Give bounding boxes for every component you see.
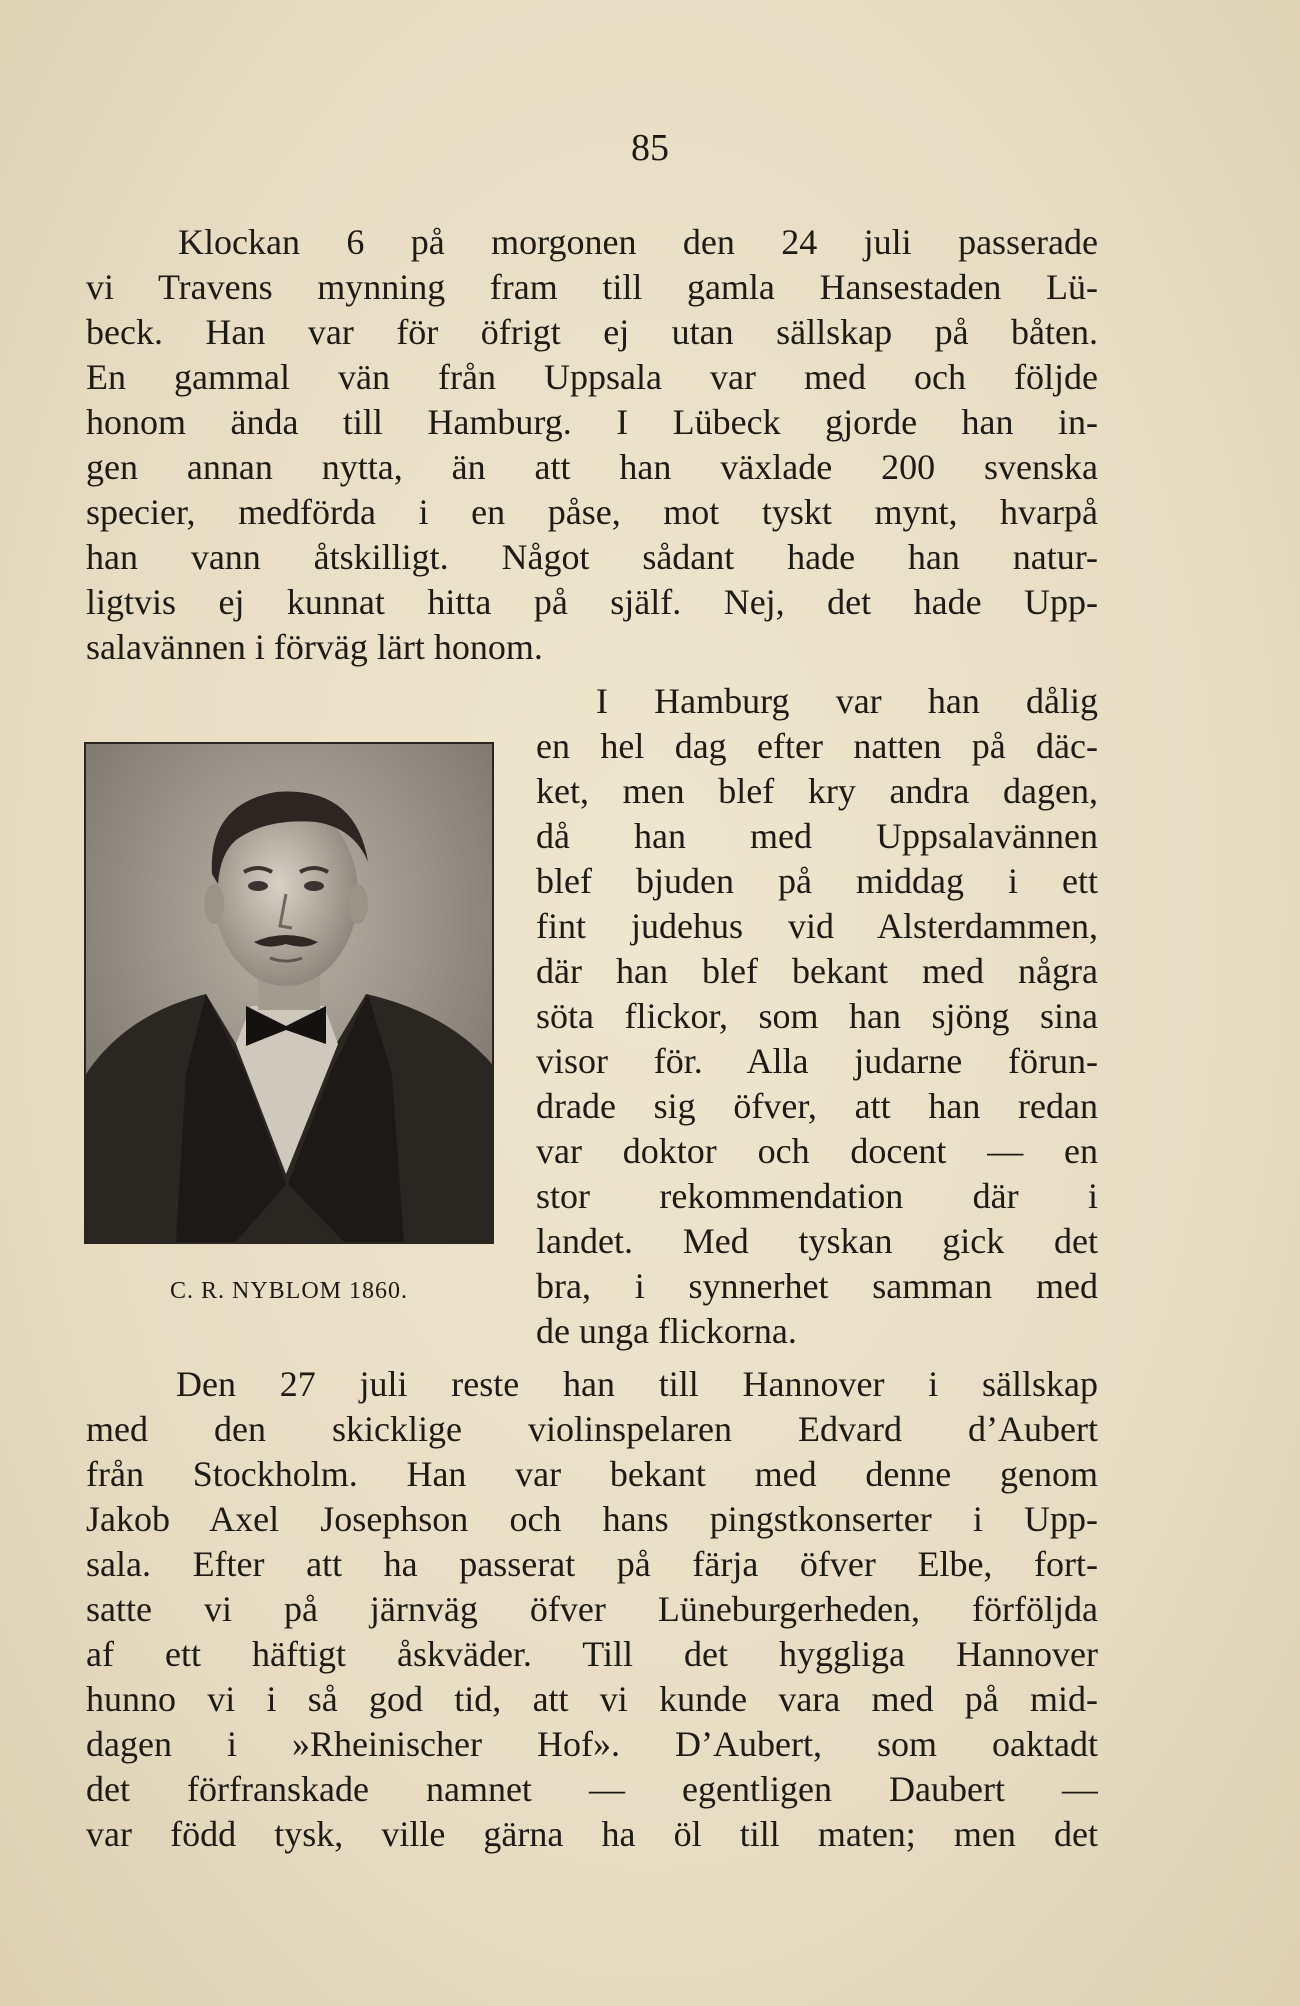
text-line: ligtvis ej kunnat hitta på själf. Nej, det hade Upp- <box>86 582 1098 622</box>
text-line: då han med Uppsalavännen <box>536 816 1098 856</box>
text-line: hunno vi i så god tid, att vi kunde vara med på mid- <box>86 1679 1098 1719</box>
text-line: ket, men blef kry andra dagen, <box>536 771 1098 811</box>
text-line: dagen i »Rheinischer Hof». D’Aubert, som oaktadt <box>86 1724 1098 1764</box>
portrait-photo <box>84 742 494 1244</box>
text-line: var doktor och docent — en <box>536 1131 1098 1171</box>
text-line: vi Travens mynning fram till gamla Hansestaden Lü- <box>86 267 1098 307</box>
paragraph-hannover <box>86 1362 1098 1857</box>
page-number: 85 <box>631 127 669 169</box>
text-line: bra, i synnerhet samman med <box>536 1266 1098 1306</box>
text-line: gen annan nytta, än att han växlade 200 svenska <box>86 447 1098 487</box>
text-line: söta flickor, som han sjöng sina <box>536 996 1098 1036</box>
text-line: där han blef bekant med några <box>536 951 1098 991</box>
text-line: Jakob Axel Josephson och hans pingstkonserter i Upp- <box>86 1499 1098 1539</box>
paragraph-hamburg <box>536 679 1098 1354</box>
portrait-caption: C. R. NYBLOM 1860. <box>169 1278 409 1304</box>
text-line: med den skicklige violinspelaren Edvard d’Aubert <box>86 1409 1098 1449</box>
text-line: blef bjuden på middag i ett <box>536 861 1098 901</box>
text-line: af ett häftigt åskväder. Till det hyggliga Hannover <box>86 1634 1098 1674</box>
text-line: salavännen i förväg lärt honom. <box>86 627 543 667</box>
text-line: de unga flickorna. <box>536 1311 797 1351</box>
text-line: visor för. Alla judarne förun- <box>536 1041 1098 1081</box>
text-line: honom ända till Hamburg. I Lübeck gjorde han in- <box>86 402 1098 442</box>
text-line: En gammal vän från Uppsala var med och följde <box>86 357 1098 397</box>
text-line: sala. Efter att ha passerat på färja öfver Elbe, fort- <box>86 1544 1098 1584</box>
text-line: I Hamburg var han dålig <box>596 681 1098 721</box>
text-line: en hel dag efter natten på däc- <box>536 726 1098 766</box>
text-line: specier, medförda i en påse, mot tyskt mynt, hvarpå <box>86 492 1098 532</box>
text-line: han vann åtskilligt. Något sådant hade han natur- <box>86 537 1098 577</box>
text-line: stor rekommendation där i <box>536 1176 1098 1216</box>
text-line: var född tysk, ville gärna ha öl till maten; men det <box>86 1814 1098 1854</box>
text-line: beck. Han var för öfrigt ej utan sällskap på båten. <box>86 312 1098 352</box>
paragraph-travens <box>86 220 1098 670</box>
text-line: drade sig öfver, att han redan <box>536 1086 1098 1126</box>
text-line: från Stockholm. Han var bekant med denne genom <box>86 1454 1098 1494</box>
text-line: Den 27 juli reste han till Hannover i sällskap <box>176 1364 1098 1404</box>
text-line: fint judehus vid Alsterdammen, <box>536 906 1098 946</box>
text-line: satte vi på järnväg öfver Lüneburgerheden, förföljda <box>86 1589 1098 1629</box>
text-line: landet. Med tyskan gick det <box>536 1221 1098 1261</box>
text-line: det förfranskade namnet — egentligen Daubert — <box>86 1769 1098 1809</box>
text-line: Klockan 6 på morgonen den 24 juli passerade <box>178 222 1098 262</box>
